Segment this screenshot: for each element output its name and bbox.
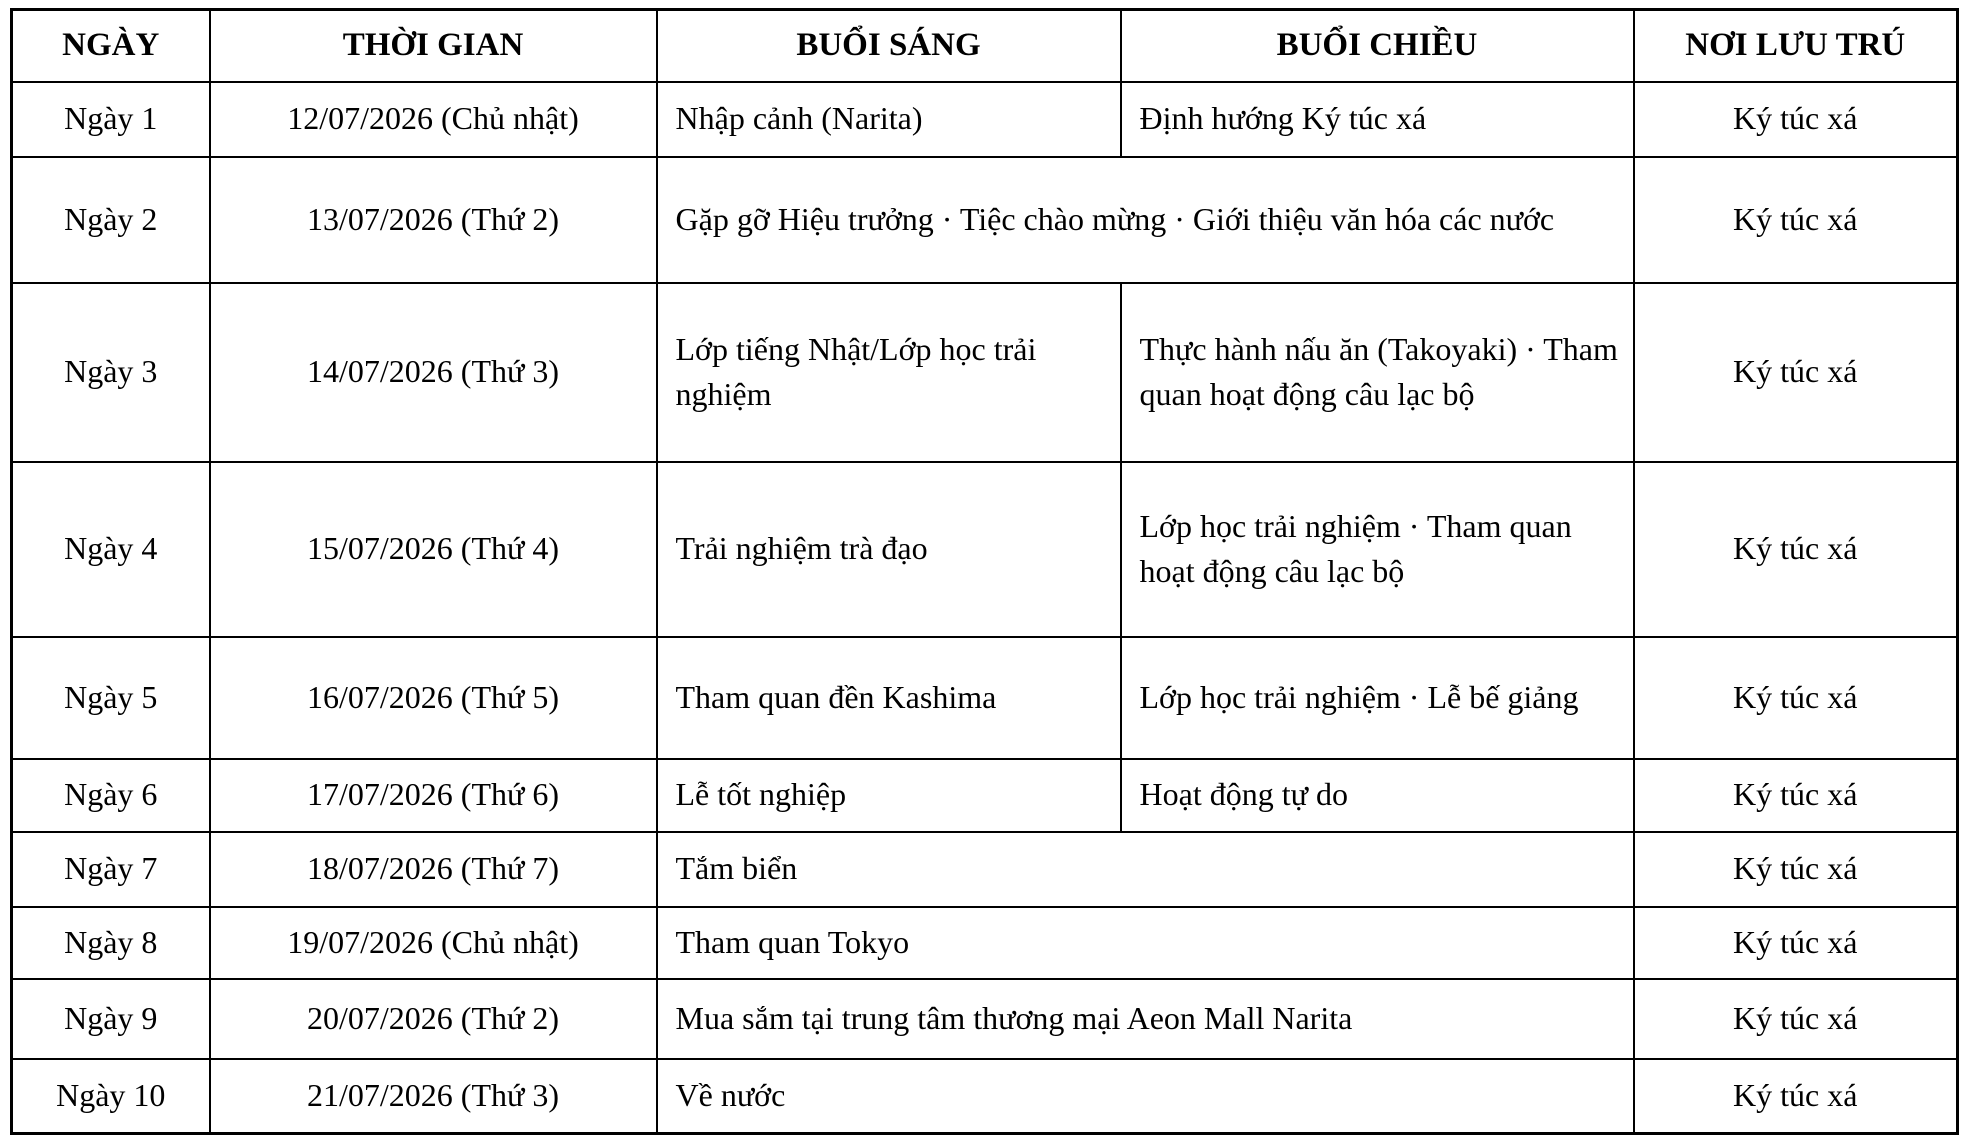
accommodation-cell: Ký túc xá	[1634, 462, 1958, 637]
afternoon-cell: Lớp học trải nghiệm · Tham quan hoạt động câu lạc bộ	[1121, 462, 1634, 637]
table-row	[12, 832, 1958, 907]
date-cell: 21/07/2026 (Thứ 3)	[210, 1059, 657, 1134]
accommodation-cell: Ký túc xá	[1634, 637, 1958, 759]
date-cell: 16/07/2026 (Thứ 5)	[210, 637, 657, 759]
table-row	[12, 759, 1958, 832]
day-cell: Ngày 10	[12, 1059, 210, 1134]
morning-cell: Tham quan đền Kashima	[657, 637, 1121, 759]
table-row	[12, 82, 1958, 157]
morning-cell: Lớp tiếng Nhật/Lớp học trải nghiệm	[657, 283, 1121, 462]
day-cell: Ngày 1	[12, 82, 210, 157]
table-row	[12, 1059, 1958, 1134]
afternoon-cell: Lớp học trải nghiệm · Lễ bế giảng	[1121, 637, 1634, 759]
accommodation-cell: Ký túc xá	[1634, 979, 1958, 1059]
table-row	[12, 637, 1958, 759]
header-time: THỜI GIAN	[210, 10, 657, 82]
day-cell: Ngày 9	[12, 979, 210, 1059]
afternoon-cell: Thực hành nấu ăn (Takoyaki) · Tham quan hoạt động câu lạc bộ	[1121, 283, 1634, 462]
header-afternoon: BUỔI CHIỀU	[1121, 10, 1634, 82]
date-cell: 20/07/2026 (Thứ 2)	[210, 979, 657, 1059]
date-cell: 18/07/2026 (Thứ 7)	[210, 832, 657, 907]
header-accommodation: NƠI LƯU TRÚ	[1634, 10, 1958, 82]
full-day-cell: Tắm biển	[657, 832, 1634, 907]
date-cell: 12/07/2026 (Chủ nhật)	[210, 82, 657, 157]
table-row	[12, 979, 1958, 1059]
morning-cell: Lễ tốt nghiệp	[657, 759, 1121, 832]
table-row	[12, 157, 1958, 283]
day-cell: Ngày 4	[12, 462, 210, 637]
accommodation-cell: Ký túc xá	[1634, 832, 1958, 907]
accommodation-cell: Ký túc xá	[1634, 1059, 1958, 1134]
header-morning: BUỔI SÁNG	[657, 10, 1121, 82]
date-cell: 19/07/2026 (Chủ nhật)	[210, 907, 657, 979]
day-cell: Ngày 7	[12, 832, 210, 907]
day-cell: Ngày 2	[12, 157, 210, 283]
accommodation-cell: Ký túc xá	[1634, 907, 1958, 979]
full-day-cell: Tham quan Tokyo	[657, 907, 1634, 979]
table-row	[12, 907, 1958, 979]
day-cell: Ngày 8	[12, 907, 210, 979]
full-day-cell: Về nước	[657, 1059, 1634, 1134]
day-cell: Ngày 6	[12, 759, 210, 832]
accommodation-cell: Ký túc xá	[1634, 283, 1958, 462]
table-header-row	[12, 10, 1958, 82]
header-day: NGÀY	[12, 10, 210, 82]
table-row	[12, 283, 1958, 462]
full-day-cell: Gặp gỡ Hiệu trưởng · Tiệc chào mừng · Giới thiệu văn hóa các nước	[657, 157, 1634, 283]
full-day-cell: Mua sắm tại trung tâm thương mại Aeon Mall Narita	[657, 979, 1634, 1059]
morning-cell: Nhập cảnh (Narita)	[657, 82, 1121, 157]
date-cell: 17/07/2026 (Thứ 6)	[210, 759, 657, 832]
accommodation-cell: Ký túc xá	[1634, 157, 1958, 283]
day-cell: Ngày 5	[12, 637, 210, 759]
date-cell: 15/07/2026 (Thứ 4)	[210, 462, 657, 637]
accommodation-cell: Ký túc xá	[1634, 759, 1958, 832]
afternoon-cell: Hoạt động tự do	[1121, 759, 1634, 832]
afternoon-cell: Định hướng Ký túc xá	[1121, 82, 1634, 157]
table-row	[12, 462, 1958, 637]
date-cell: 14/07/2026 (Thứ 3)	[210, 283, 657, 462]
morning-cell: Trải nghiệm trà đạo	[657, 462, 1121, 637]
itinerary-table	[10, 8, 1959, 1135]
accommodation-cell: Ký túc xá	[1634, 82, 1958, 157]
day-cell: Ngày 3	[12, 283, 210, 462]
date-cell: 13/07/2026 (Thứ 2)	[210, 157, 657, 283]
